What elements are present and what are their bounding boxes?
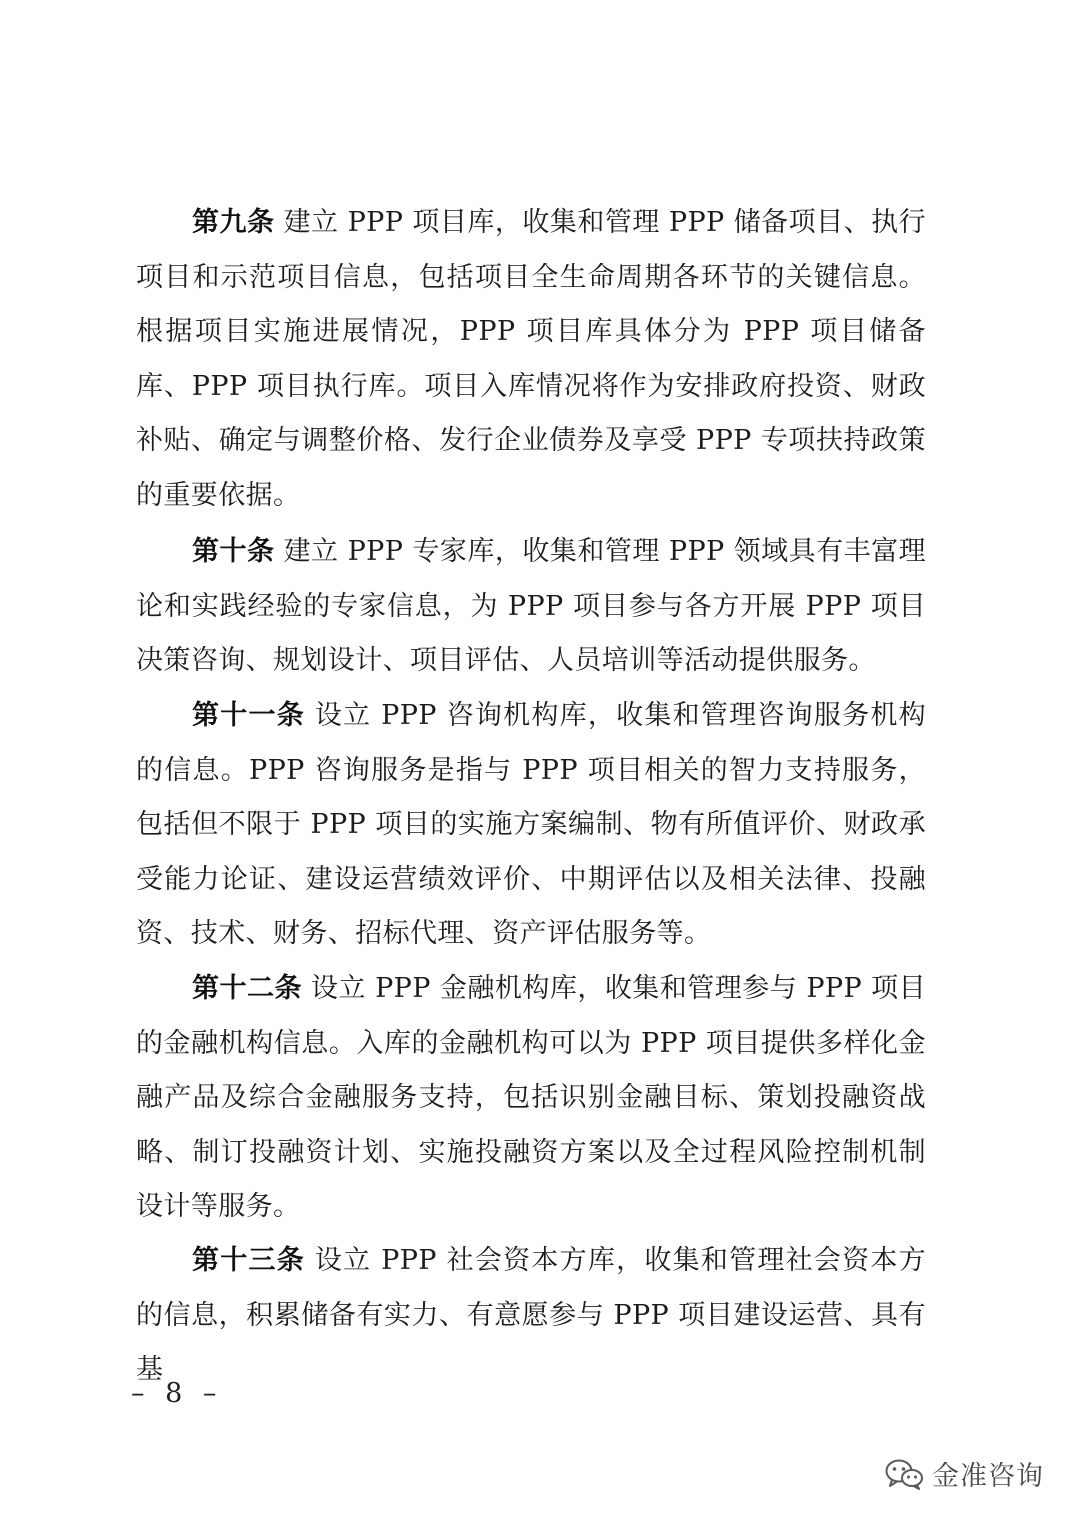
- article-body: 设立 PPP 咨询机构库，收集和管理咨询服务机构的信息。PPP 咨询服务是指与 PPP 项目相关的智力支持服务，包括但不限于 PPP 项目的实施方案编制、物有所值评价、财政承受能力论证、建设运营绩效评价、中期评估以及相关法律、投融资、技术、财务、招标代理、资产评估服务等。: [136, 700, 926, 950]
- article-body: 建立 PPP 专家库，收集和管理 PPP 领域具有丰富理论和实践经验的专家信息，为 PPP 项目参与各方开展 PPP 项目决策咨询、规划设计、项目评估、人员培训等活动提供服务。: [136, 536, 927, 677]
- article-heading: 第十条: [192, 536, 275, 567]
- article-13: [136, 1234, 926, 1398]
- article-body: 建立 PPP 项目库，收集和管理 PPP 储备项目、执行项目和示范项目信息，包括项目全生命周期各环节的关键信息。根据项目实施进展情况，PPP 项目库具体分为 PPP 项目储备库、PPP 项目执行库。项目入库情况将作为安排政府投资、财政补贴、确定与调整价格、发行企业债券及享受 PPP 专项扶持政策的重要依据。: [136, 207, 927, 511]
- page-number: – 8 –: [131, 1378, 223, 1409]
- article-heading: 第十一条: [192, 700, 305, 731]
- article-10: [136, 525, 926, 689]
- article-11: [136, 689, 926, 962]
- article-heading: 第十二条: [192, 973, 302, 1004]
- article-heading: 第九条: [192, 207, 275, 238]
- article-12: [136, 962, 926, 1235]
- article-heading: 第十三条: [192, 1245, 305, 1276]
- wechat-icon: [884, 1458, 924, 1490]
- article-body: 设立 PPP 社会资本方库，收集和管理社会资本方的信息，积累储备有实力、有意愿参与 PPP 项目建设运营、具有基: [136, 1245, 926, 1386]
- watermark: [884, 1454, 1044, 1493]
- watermark-text: 金准咨询: [932, 1461, 1044, 1492]
- article-body: 设立 PPP 金融机构库，收集和管理参与 PPP 项目的金融机构信息。入库的金融机构可以为 PPP 项目提供多样化金融产品及综合金融服务支持，包括识别金融目标、策划投融资战略、制订投融资计划、实施投融资方案以及全过程风险控制机制设计等服务。: [136, 973, 926, 1223]
- article-9: [136, 196, 926, 524]
